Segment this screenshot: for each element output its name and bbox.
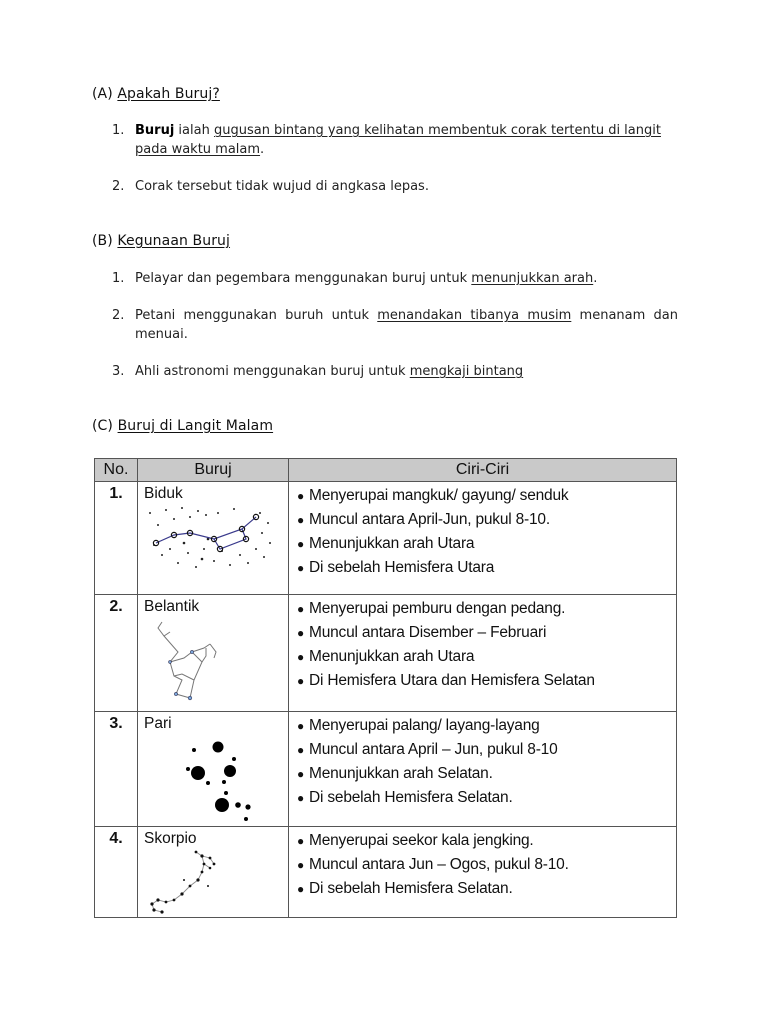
constellation-cell [138, 827, 289, 918]
section-a-label: (A) [92, 86, 113, 102]
constellation-name: Belantik [144, 598, 200, 615]
header-ciri: Ciri-Ciri [289, 459, 677, 482]
term-bold: Buruj [135, 123, 175, 138]
section-b-heading [92, 233, 230, 249]
section-a-title: Apakah Buruj? [117, 86, 220, 102]
header-no: No. [95, 459, 138, 482]
bullet: ● [297, 626, 305, 640]
characteristics-cell [289, 827, 677, 918]
underlined-phrase: menandakan tibanya musim [377, 308, 572, 323]
southern-cross-constellation-icon [144, 735, 254, 823]
item-number: 1. [112, 271, 125, 286]
constellation-name: Skorpio [144, 830, 197, 847]
text-fragment: menanam dan menuai. [135, 308, 678, 342]
table-header-row [95, 459, 677, 482]
bullet: ● [297, 602, 305, 616]
row-number: 2. [95, 595, 138, 712]
list-item [297, 738, 676, 762]
section-b-title: Kegunaan Buruj [117, 233, 231, 249]
constellation-cell [138, 712, 289, 827]
section-c-title: Buruj di Langit Malam [117, 418, 274, 434]
ciri-text: Di sebelah Hemisfera Utara [309, 559, 495, 576]
header-buruj: Buruj [138, 459, 289, 482]
list-item [297, 853, 676, 877]
ciri-text: Muncul antara Disember – Februari [309, 624, 547, 641]
bullet: ● [297, 513, 305, 527]
section-a-heading [92, 86, 220, 102]
row-number: 4. [95, 827, 138, 918]
section-a-item-2 [112, 177, 678, 196]
underlined-phrase: menunjukkan arah [471, 271, 594, 286]
text-fragment: Pelayar dan pegembara menggunakan buruj untuk [135, 271, 472, 286]
bullet: ● [297, 537, 305, 551]
bullet: ● [297, 489, 305, 503]
ciri-text: Di sebelah Hemisfera Selatan. [309, 789, 513, 806]
constellation-name: Pari [144, 715, 172, 732]
text-fragment: . [593, 271, 598, 286]
text-fragment: . [260, 142, 265, 157]
table-row [95, 712, 677, 827]
section-b-item-3 [112, 362, 678, 381]
bullet: ● [297, 719, 305, 733]
list-item [297, 621, 676, 645]
ciri-text: Muncul antara April – Jun, pukul 8-10 [309, 741, 558, 758]
underlined-phrase: mengkaji bintang [409, 364, 524, 379]
orion-constellation-icon [144, 618, 224, 706]
item-number: 2. [112, 179, 125, 194]
constellation-cell [138, 482, 289, 595]
ciri-text: Menyerupai palang/ layang-layang [309, 717, 540, 734]
list-item [297, 484, 676, 508]
item-number: 3. [112, 364, 125, 379]
list-item [297, 508, 676, 532]
section-b-item-2 [112, 306, 678, 344]
list-item [297, 877, 676, 901]
bullet: ● [297, 561, 305, 575]
bullet: ● [297, 882, 305, 896]
item-number: 2. [112, 308, 125, 323]
constellation-cell [138, 595, 289, 712]
list-item [297, 714, 676, 738]
bullet: ● [297, 674, 305, 688]
section-b-item-1 [112, 269, 678, 288]
list-item [297, 556, 676, 580]
list-item [297, 786, 676, 810]
characteristics-cell [289, 482, 677, 595]
ciri-text: Menunjukkan arah Selatan. [309, 765, 493, 782]
bullet: ● [297, 834, 305, 848]
ciri-text: Di sebelah Hemisfera Selatan. [309, 880, 513, 897]
item-number: 1. [112, 123, 125, 138]
constellation-table [94, 458, 677, 918]
list-item [297, 762, 676, 786]
ciri-text: Muncul antara April-Jun, pukul 8-10. [309, 511, 550, 528]
ciri-text: Menyerupai mangkuk/ gayung/ senduk [309, 487, 569, 504]
table-row [95, 827, 677, 918]
text-fragment: Petani menggunakan buruh untuk [135, 308, 378, 323]
row-number: 3. [95, 712, 138, 827]
ciri-text: Di Hemisfera Utara dan Hemisfera Selatan [309, 672, 595, 689]
list-item [297, 669, 676, 693]
item-text [135, 269, 678, 288]
item-text [135, 306, 678, 344]
row-number: 1. [95, 482, 138, 595]
ciri-text: Menunjukkan arah Utara [309, 648, 475, 665]
text-fragment: ialah [174, 123, 214, 138]
definition-underlined: gugusan bintang yang kelihatan membentuk corak tertentu di langit pada waktu malam [135, 123, 661, 157]
bullet: ● [297, 767, 305, 781]
section-a-item-1 [112, 121, 678, 159]
section-c-label: (C) [92, 418, 113, 434]
bullet: ● [297, 858, 305, 872]
ciri-text: Muncul antara Jun – Ogos, pukul 8-10. [309, 856, 569, 873]
list-item [297, 532, 676, 556]
bullet: ● [297, 791, 305, 805]
item-text [135, 362, 678, 381]
list-item [297, 829, 676, 853]
ciri-text: Menyerupai seekor kala jengking. [309, 832, 534, 849]
text-fragment: Ahli astronomi menggunakan buruj untuk [135, 364, 410, 379]
section-c-heading [92, 418, 273, 434]
characteristics-cell [289, 595, 677, 712]
bullet: ● [297, 743, 305, 757]
section-b-label: (B) [92, 233, 113, 249]
item-text [135, 121, 678, 159]
constellation-name: Biduk [144, 485, 183, 502]
list-item [297, 645, 676, 669]
list-item [297, 597, 676, 621]
ciri-text: Menyerupai pemburu dengan pedang. [309, 600, 566, 617]
ciri-text: Menunjukkan arah Utara [309, 535, 475, 552]
table-row [95, 595, 677, 712]
bullet: ● [297, 650, 305, 664]
scorpius-constellation-icon [144, 850, 224, 916]
item-text: Corak tersebut tidak wujud di angkasa lepas. [135, 179, 429, 194]
characteristics-cell [289, 712, 677, 827]
table-row [95, 482, 677, 595]
big-dipper-constellation-icon [144, 505, 276, 571]
